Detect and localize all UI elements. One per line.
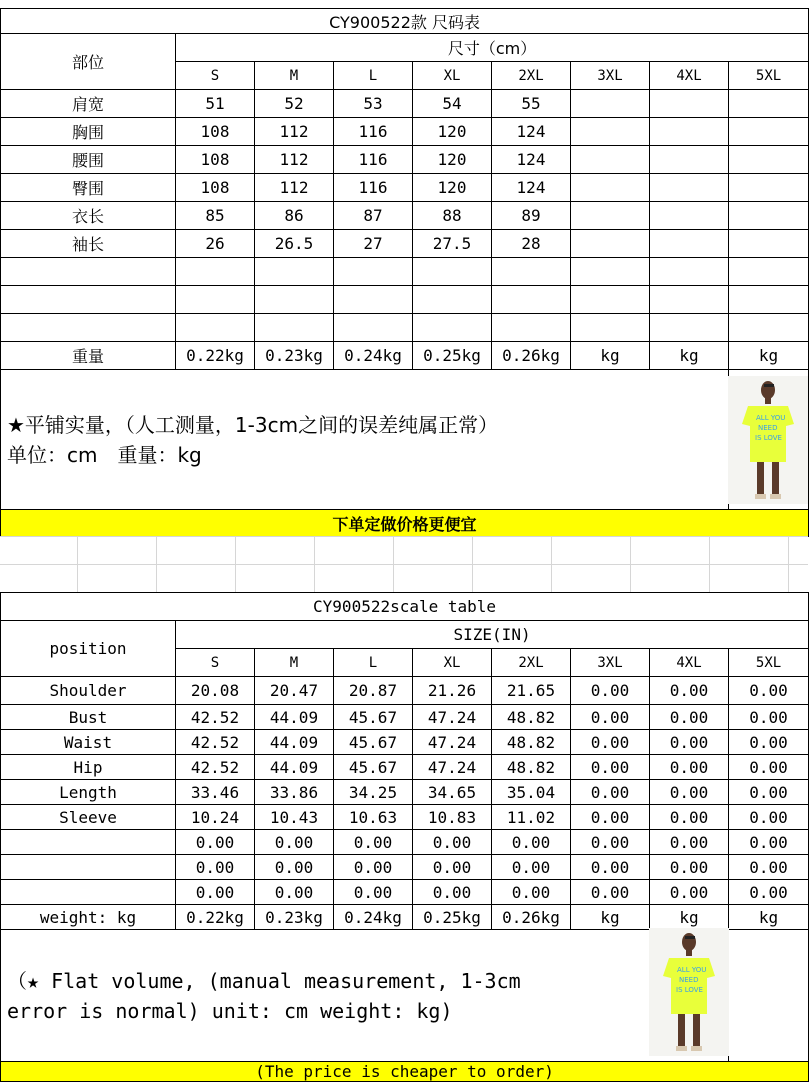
table-cell [729, 174, 809, 202]
spreadsheet-gridlines [0, 536, 808, 592]
size-header: S [176, 649, 255, 677]
table-cell [650, 90, 729, 118]
size-header: 3XL [571, 62, 650, 90]
table-cell: 0.00 [729, 830, 809, 855]
table-cell: 45.67 [334, 705, 413, 730]
table-row [1, 90, 809, 118]
table-cell: 124 [492, 118, 571, 146]
table-cell: kg [650, 342, 729, 370]
row-label [1, 258, 176, 286]
table-cell: 0.00 [255, 830, 334, 855]
table-cell: 124 [492, 146, 571, 174]
svg-text:NEED: NEED [758, 424, 778, 432]
cn-table-title: CY900522款 尺码表 [1, 9, 809, 34]
table-cell: 0.23kg [255, 342, 334, 370]
table-cell: 0.00 [650, 880, 729, 905]
svg-text:NEED: NEED [679, 976, 699, 984]
cn-price-banner: 下单定做价格更便宜 [1, 510, 809, 537]
table-cell: 0.00 [334, 855, 413, 880]
table-cell [571, 146, 650, 174]
table-cell [413, 258, 492, 286]
table-cell: 0.00 [729, 780, 809, 805]
table-row [1, 830, 809, 855]
table-cell [571, 202, 650, 230]
table-cell [650, 258, 729, 286]
table-cell: 108 [176, 146, 255, 174]
table-cell [413, 314, 492, 342]
table-cell: 120 [413, 146, 492, 174]
table-cell: 0.26kg [492, 905, 571, 930]
table-cell: 45.67 [334, 755, 413, 780]
table-cell: 52 [255, 90, 334, 118]
table-cell: 0.00 [413, 830, 492, 855]
table-cell: 108 [176, 118, 255, 146]
table-row [1, 286, 809, 314]
table-cell [176, 286, 255, 314]
table-cell: 0.00 [650, 855, 729, 880]
table-cell: 86 [255, 202, 334, 230]
table-cell [729, 146, 809, 174]
table-cell: 20.08 [176, 677, 255, 705]
table-cell: 48.82 [492, 730, 571, 755]
table-cell: 0.26kg [492, 342, 571, 370]
en-table-title: CY900522scale table [1, 593, 809, 621]
table-row [1, 202, 809, 230]
table-cell: 0.00 [571, 805, 650, 830]
table-cell: 45.67 [334, 730, 413, 755]
table-cell: 47.24 [413, 730, 492, 755]
table-cell [255, 286, 334, 314]
table-cell: kg [571, 342, 650, 370]
svg-text:IS LOVE: IS LOVE [755, 434, 782, 442]
table-cell: 116 [334, 174, 413, 202]
table-cell: 0.00 [571, 755, 650, 780]
table-row [1, 174, 809, 202]
model-photo-2 [649, 928, 729, 1056]
row-label: 袖长 [1, 230, 176, 258]
table-row [1, 258, 809, 286]
table-cell: 10.83 [413, 805, 492, 830]
en-note [1, 930, 729, 1062]
table-cell: 0.00 [571, 677, 650, 705]
table-cell: 20.87 [334, 677, 413, 705]
size-header: 5XL [729, 62, 809, 90]
row-label: Length [1, 780, 176, 805]
table-cell: kg [729, 905, 809, 930]
table-cell: 34.65 [413, 780, 492, 805]
table-cell: 44.09 [255, 730, 334, 755]
row-label: Sleeve [1, 805, 176, 830]
size-header: 2XL [492, 62, 571, 90]
svg-text:ALL YOU: ALL YOU [677, 966, 707, 974]
table-cell [571, 286, 650, 314]
table-cell: 124 [492, 174, 571, 202]
table-cell: 0.00 [729, 677, 809, 705]
table-cell: 47.24 [413, 705, 492, 730]
row-label: 衣长 [1, 202, 176, 230]
table-cell [492, 286, 571, 314]
size-header: L [334, 62, 413, 90]
table-cell: kg [571, 905, 650, 930]
size-header: L [334, 649, 413, 677]
table-cell: 42.52 [176, 705, 255, 730]
table-cell: 87 [334, 202, 413, 230]
table-cell: 0.22kg [176, 342, 255, 370]
en-price-banner: (The price is cheaper to order) [1, 1062, 809, 1082]
table-cell: 33.46 [176, 780, 255, 805]
table-cell [255, 314, 334, 342]
table-cell: 88 [413, 202, 492, 230]
table-cell: 10.43 [255, 805, 334, 830]
table-cell: 53 [334, 90, 413, 118]
table-cell: 0.00 [729, 805, 809, 830]
table-cell: 48.82 [492, 755, 571, 780]
table-cell: 26 [176, 230, 255, 258]
table-cell [729, 230, 809, 258]
table-cell [334, 258, 413, 286]
table-cell [650, 286, 729, 314]
table-row [1, 118, 809, 146]
row-label: 臀围 [1, 174, 176, 202]
table-cell: 0.00 [571, 780, 650, 805]
table-cell: 0.00 [334, 880, 413, 905]
table-cell: 120 [413, 174, 492, 202]
table-row [1, 342, 809, 370]
table-cell: 21.26 [413, 677, 492, 705]
table-cell [492, 258, 571, 286]
table-cell: 0.00 [650, 780, 729, 805]
table-cell: 0.00 [176, 830, 255, 855]
table-cell [650, 146, 729, 174]
table-cell: 0.00 [413, 880, 492, 905]
table-cell: 0.00 [176, 880, 255, 905]
size-header: XL [413, 649, 492, 677]
en-position-header: position [1, 621, 176, 677]
table-cell [729, 258, 809, 286]
row-label: Bust [1, 705, 176, 730]
table-cell: 0.00 [650, 805, 729, 830]
table-cell [571, 314, 650, 342]
table-cell [729, 202, 809, 230]
table-cell: 0.00 [492, 855, 571, 880]
size-header: 5XL [729, 649, 809, 677]
row-label [1, 830, 176, 855]
table-cell: 21.65 [492, 677, 571, 705]
table-cell: 0.00 [729, 855, 809, 880]
table-cell: 112 [255, 118, 334, 146]
table-row [1, 314, 809, 342]
table-cell: 27 [334, 230, 413, 258]
cn-photo-cell [729, 370, 809, 510]
row-label [1, 314, 176, 342]
table-cell: 85 [176, 202, 255, 230]
table-cell: 44.09 [255, 755, 334, 780]
table-row [1, 855, 809, 880]
table-cell [650, 174, 729, 202]
cn-unit-header: 尺寸（cm） [176, 34, 809, 62]
table-cell [413, 286, 492, 314]
table-cell [334, 314, 413, 342]
table-cell: 0.00 [255, 855, 334, 880]
table-row [1, 677, 809, 705]
table-cell: 10.24 [176, 805, 255, 830]
table-cell [650, 314, 729, 342]
table-cell: 0.00 [729, 755, 809, 780]
table-cell: 0.00 [492, 830, 571, 855]
table-row [1, 880, 809, 905]
table-cell: 0.00 [650, 830, 729, 855]
row-label: 肩宽 [1, 90, 176, 118]
table-cell: 0.24kg [334, 342, 413, 370]
table-cell: 0.00 [413, 855, 492, 880]
table-cell: 0.00 [571, 705, 650, 730]
size-header: XL [413, 62, 492, 90]
table-cell: 26.5 [255, 230, 334, 258]
table-cell: 48.82 [492, 705, 571, 730]
table-cell: 34.25 [334, 780, 413, 805]
table-cell: 0.00 [729, 705, 809, 730]
table-row [1, 230, 809, 258]
table-row [1, 905, 809, 930]
en-size-table [0, 592, 809, 1082]
table-cell: 51 [176, 90, 255, 118]
en-unit-header: SIZE(IN) [176, 621, 809, 649]
size-header: M [255, 62, 334, 90]
cn-size-table [0, 8, 809, 537]
row-label: 重量 [1, 342, 176, 370]
row-label: Waist [1, 730, 176, 755]
table-cell: 0.00 [650, 730, 729, 755]
table-row [1, 755, 809, 780]
table-cell [729, 314, 809, 342]
table-cell [650, 202, 729, 230]
table-cell: 0.24kg [334, 905, 413, 930]
row-label [1, 855, 176, 880]
table-cell: 44.09 [255, 705, 334, 730]
table-cell: 27.5 [413, 230, 492, 258]
table-cell: 20.47 [255, 677, 334, 705]
table-cell [334, 286, 413, 314]
table-cell: 0.00 [334, 830, 413, 855]
row-label: 胸围 [1, 118, 176, 146]
size-header: 2XL [492, 649, 571, 677]
table-cell [176, 258, 255, 286]
size-header: 4XL [650, 62, 729, 90]
row-label: weight: kg [1, 905, 176, 930]
svg-text:ALL YOU: ALL YOU [756, 414, 786, 422]
table-cell: 0.25kg [413, 905, 492, 930]
table-row [1, 146, 809, 174]
table-cell: 0.00 [571, 730, 650, 755]
table-cell [571, 90, 650, 118]
table-cell: 0.00 [650, 677, 729, 705]
cn-note-line1: ★平铺实量，（人工测量，1-3cm之间的误差纯属正常） [7, 412, 499, 437]
table-cell: 112 [255, 146, 334, 174]
table-cell [571, 230, 650, 258]
table-cell [176, 314, 255, 342]
table-cell [650, 118, 729, 146]
table-cell: 55 [492, 90, 571, 118]
table-cell: 0.00 [571, 830, 650, 855]
table-cell: 42.52 [176, 730, 255, 755]
table-cell [571, 174, 650, 202]
table-cell [492, 314, 571, 342]
table-cell: 89 [492, 202, 571, 230]
table-cell: 42.52 [176, 755, 255, 780]
table-cell [729, 286, 809, 314]
table-cell: 0.25kg [413, 342, 492, 370]
table-cell: 54 [413, 90, 492, 118]
row-label [1, 286, 176, 314]
table-cell [729, 90, 809, 118]
table-cell: 116 [334, 146, 413, 174]
table-cell: kg [650, 905, 729, 930]
row-label [1, 880, 176, 905]
table-cell: 0.23kg [255, 905, 334, 930]
row-label: 腰围 [1, 146, 176, 174]
svg-text:IS LOVE: IS LOVE [676, 986, 703, 994]
table-cell: 0.00 [176, 855, 255, 880]
table-cell: 0.00 [571, 855, 650, 880]
table-cell: 33.86 [255, 780, 334, 805]
row-label: Shoulder [1, 677, 176, 705]
table-cell: 0.00 [729, 880, 809, 905]
en-photo-cell [676, 930, 809, 1062]
table-cell: 35.04 [492, 780, 571, 805]
table-row [1, 705, 809, 730]
table-cell: 0.00 [255, 880, 334, 905]
table-cell: 116 [334, 118, 413, 146]
cn-note-line2: 单位：cm 重量：kg [7, 442, 202, 467]
table-cell [650, 230, 729, 258]
size-header: S [176, 62, 255, 90]
table-row [1, 780, 809, 805]
row-label: Hip [1, 755, 176, 780]
model-photo [728, 376, 808, 504]
table-row [1, 730, 809, 755]
table-cell: 0.00 [492, 880, 571, 905]
en-note-line2: error is normal) unit: cm weight: kg) [7, 998, 453, 1023]
size-header: 3XL [571, 649, 650, 677]
size-header: M [255, 649, 334, 677]
table-cell [571, 118, 650, 146]
table-cell: 10.63 [334, 805, 413, 830]
table-row [1, 805, 809, 830]
table-cell: 0.00 [650, 755, 729, 780]
table-cell: 28 [492, 230, 571, 258]
table-cell: 0.00 [729, 730, 809, 755]
table-cell: 0.00 [571, 880, 650, 905]
table-cell [571, 258, 650, 286]
table-cell: 120 [413, 118, 492, 146]
table-cell: 0.00 [650, 705, 729, 730]
table-cell [729, 118, 809, 146]
table-cell: 47.24 [413, 755, 492, 780]
table-cell [255, 258, 334, 286]
table-cell: 0.22kg [176, 905, 255, 930]
table-cell: 112 [255, 174, 334, 202]
table-cell: 11.02 [492, 805, 571, 830]
size-header: 4XL [650, 649, 729, 677]
table-cell: kg [729, 342, 809, 370]
cn-position-header: 部位 [1, 34, 176, 90]
table-cell: 108 [176, 174, 255, 202]
cn-note [1, 370, 729, 510]
en-note-line1: （★ Flat volume, (manual measurement, 1-3cm [7, 968, 521, 993]
